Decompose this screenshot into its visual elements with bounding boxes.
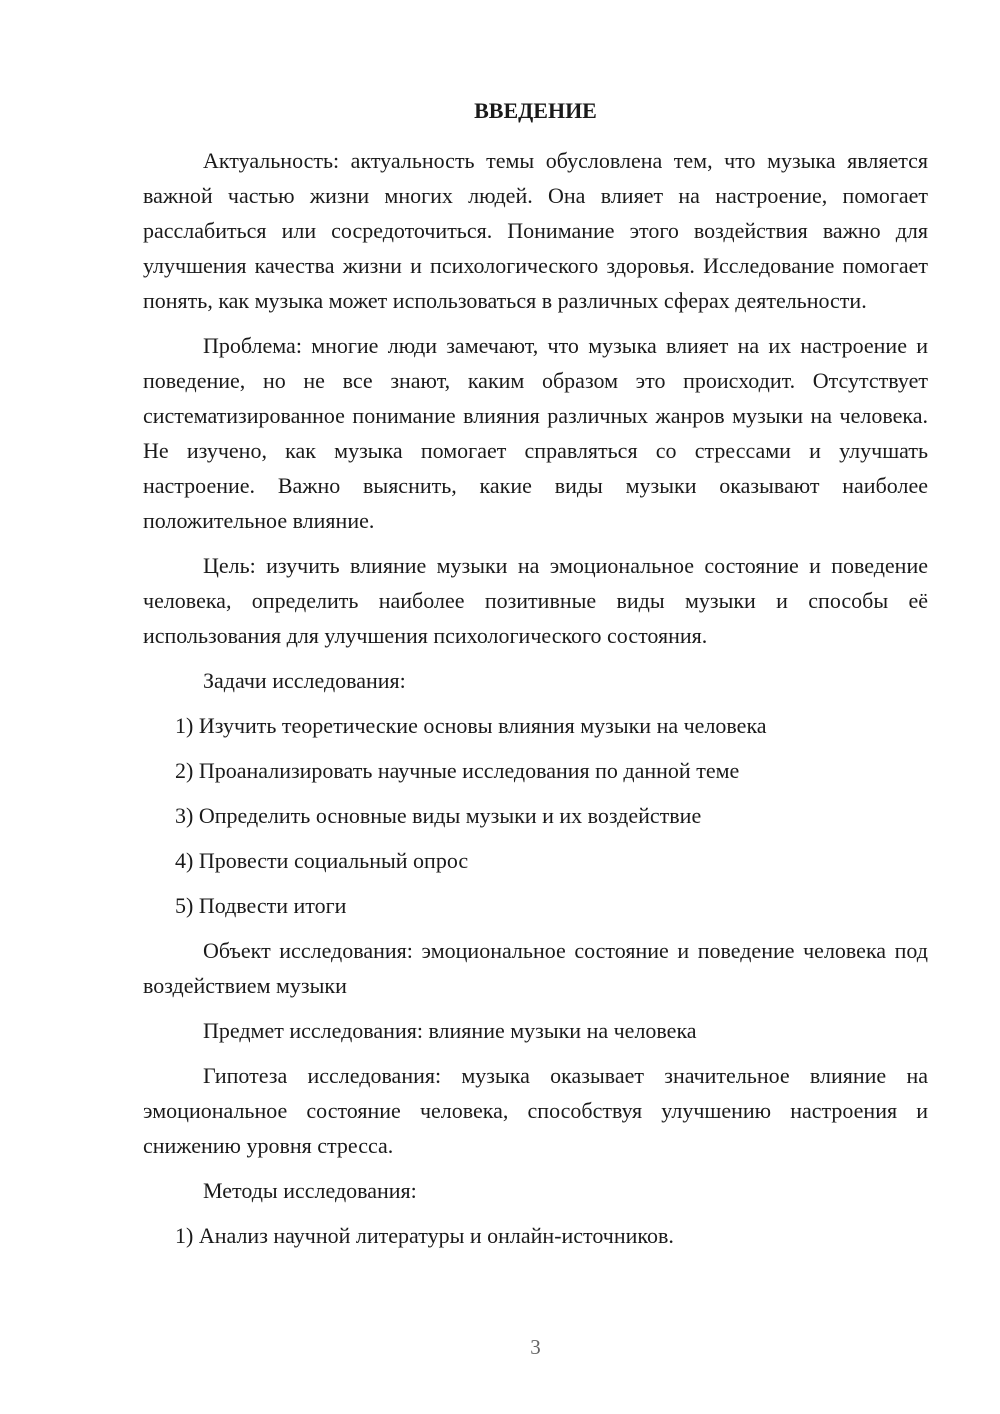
problem-paragraph: Проблема: многие люди замечают, что музыка влияет на их настроение и поведение, но не все знают, каким образом это происходит. Отсутствует систематизированное понимание влияния различных жанров музыки на человека. Не изучено, как музыка помогает справляться со стрессами и улучшать настроение. Важно выяснить, какие виды музыки оказывают наиболее положительное влияние. bbox=[143, 333, 928, 533]
document-body bbox=[143, 143, 928, 1263]
methods-heading: Методы исследования: bbox=[203, 1178, 417, 1203]
object-paragraph: Объект исследования: эмоциональное состояние и поведение человека под воздействием музыки bbox=[143, 938, 928, 998]
tasks-heading: Задачи исследования: bbox=[203, 668, 406, 693]
list-item: 5) Подвести итоги bbox=[175, 893, 347, 918]
list-item: 1) Изучить теоретические основы влияния музыки на человека bbox=[175, 713, 767, 738]
subject-paragraph: Предмет исследования: влияние музыки на человека bbox=[203, 1018, 697, 1043]
methods-list bbox=[143, 1218, 928, 1253]
list-item: 1) Анализ научной литературы и онлайн-источников. bbox=[175, 1223, 674, 1248]
list-item: 3) Определить основные виды музыки и их воздействие bbox=[175, 803, 702, 828]
document-page bbox=[143, 0, 928, 1414]
goal-paragraph: Цель: изучить влияние музыки на эмоциональное состояние и поведение человека, определить наиболее позитивные виды музыки и способы её использования для улучшения психологического состояния. bbox=[143, 553, 928, 648]
page-number: 3 bbox=[530, 1335, 541, 1359]
relevance-paragraph: Актуальность: актуальность темы обусловлена тем, что музыка является важной частью жизни многих людей. Она влияет на настроение, помогает расслабиться или сосредоточиться. Понимание этого воздействия важно для улучшения качества жизни и психологического здоровья. Исследование помогает понять, как музыка может использоваться в различных сферах деятельности. bbox=[143, 148, 928, 313]
list-item: 2) Проанализировать научные исследования по данной теме bbox=[175, 758, 740, 783]
hypothesis-paragraph: Гипотеза исследования: музыка оказывает значительное влияние на эмоциональное состояние человека, способствуя улучшению настроения и снижению уровня стресса. bbox=[143, 1063, 928, 1158]
tasks-list bbox=[143, 708, 928, 923]
list-item: 4) Провести социальный опрос bbox=[175, 848, 469, 873]
page-title: ВВЕДЕНИЕ bbox=[474, 98, 597, 123]
